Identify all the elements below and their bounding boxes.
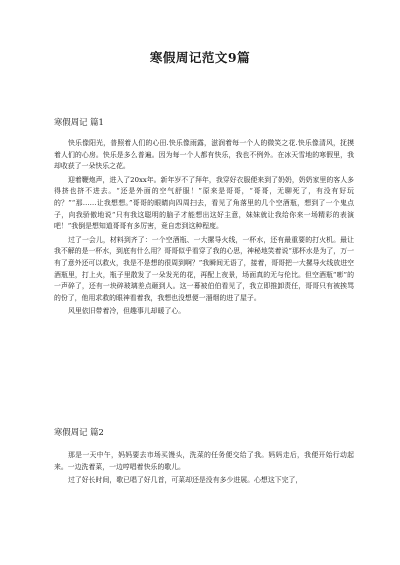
- paragraph: 迎着鞭炮声，进入了20xx年。新年岁不了拜年，我穿好衣服便来到了奶奶，奶奶家里的客人多得挤也挤不进去。“还是外面的空气舒服！”原来是哥哥，“哥哥，无聊死了，有没有好玩的？”“那……让我想想。”哥哥的眼睛向四周扫去，看见了角落里的几个空酒瓶，想到了一个鬼点子，向我骄傲地说“只有我这聪明的脑子才能想出这好主意，妹妹就让我给你来一场精彩的表演吧！”我倒是想知道哥哥有多厉害，竟自恋到这种程度。: [54, 175, 354, 231]
- document-title: 寒假周记范文9篇: [149, 50, 251, 65]
- section-heading: 寒假周记 篇1: [54, 117, 104, 127]
- paragraph: 过了好长时间，歌已唱了好几首，可菜却还是没有多少进展。心想这下完了，: [68, 476, 303, 485]
- paragraph: 过了一会儿，材料到齐了：一个空酒瓶、一大摞导火线，一杯水，还有最重要的打火机。最让我不解的是一杯水，到底有什么用？哥哥似乎看穿了我的心思，神秘地笑着说“那杯水是为了，万一有了意外还可以救火，我是不是想的很周到啊？”我瞬间无语了，接着，哥哥把一大摞导火线放进空酒瓶里，打上火，瓶子里散发了一朵发光的花，再配上夜景，场面真的无与伦比。但空酒瓶“嘭”的一声碎了，还有一块碎玻璃差点砸到人。这一幕被伯伯看见了，我立即推卸责任，哥哥只有被挨骂的份了，他用求救的眼神看着我，我想也没想便一溜烟的进了屋子。: [54, 235, 354, 302]
- section-heading: 寒假周记 篇2: [54, 427, 104, 437]
- paragraph: 风里依旧带着冷，但趣事儿却暖了心。: [68, 307, 186, 316]
- section-2: [54, 426, 354, 487]
- paragraph: 快乐像阳光，普照着人们的心田.快乐像雨露，滋润着每一个人的微笑之花.快乐像清风，抚摸着人们的心房。快乐是多么普遍。因为每一个人都有快乐，我也不例外。在冰天雪地的寒假里，我却收获了一朵快乐之花。: [54, 139, 354, 171]
- paragraph: 那是一天中午，妈妈要去市场买馒头，洗菜的任务便交给了我。妈妈走后，我便开始行动起来。一边洗着菜，一边哼唱着快乐的歌儿。: [54, 451, 354, 471]
- section-1: [54, 116, 354, 318]
